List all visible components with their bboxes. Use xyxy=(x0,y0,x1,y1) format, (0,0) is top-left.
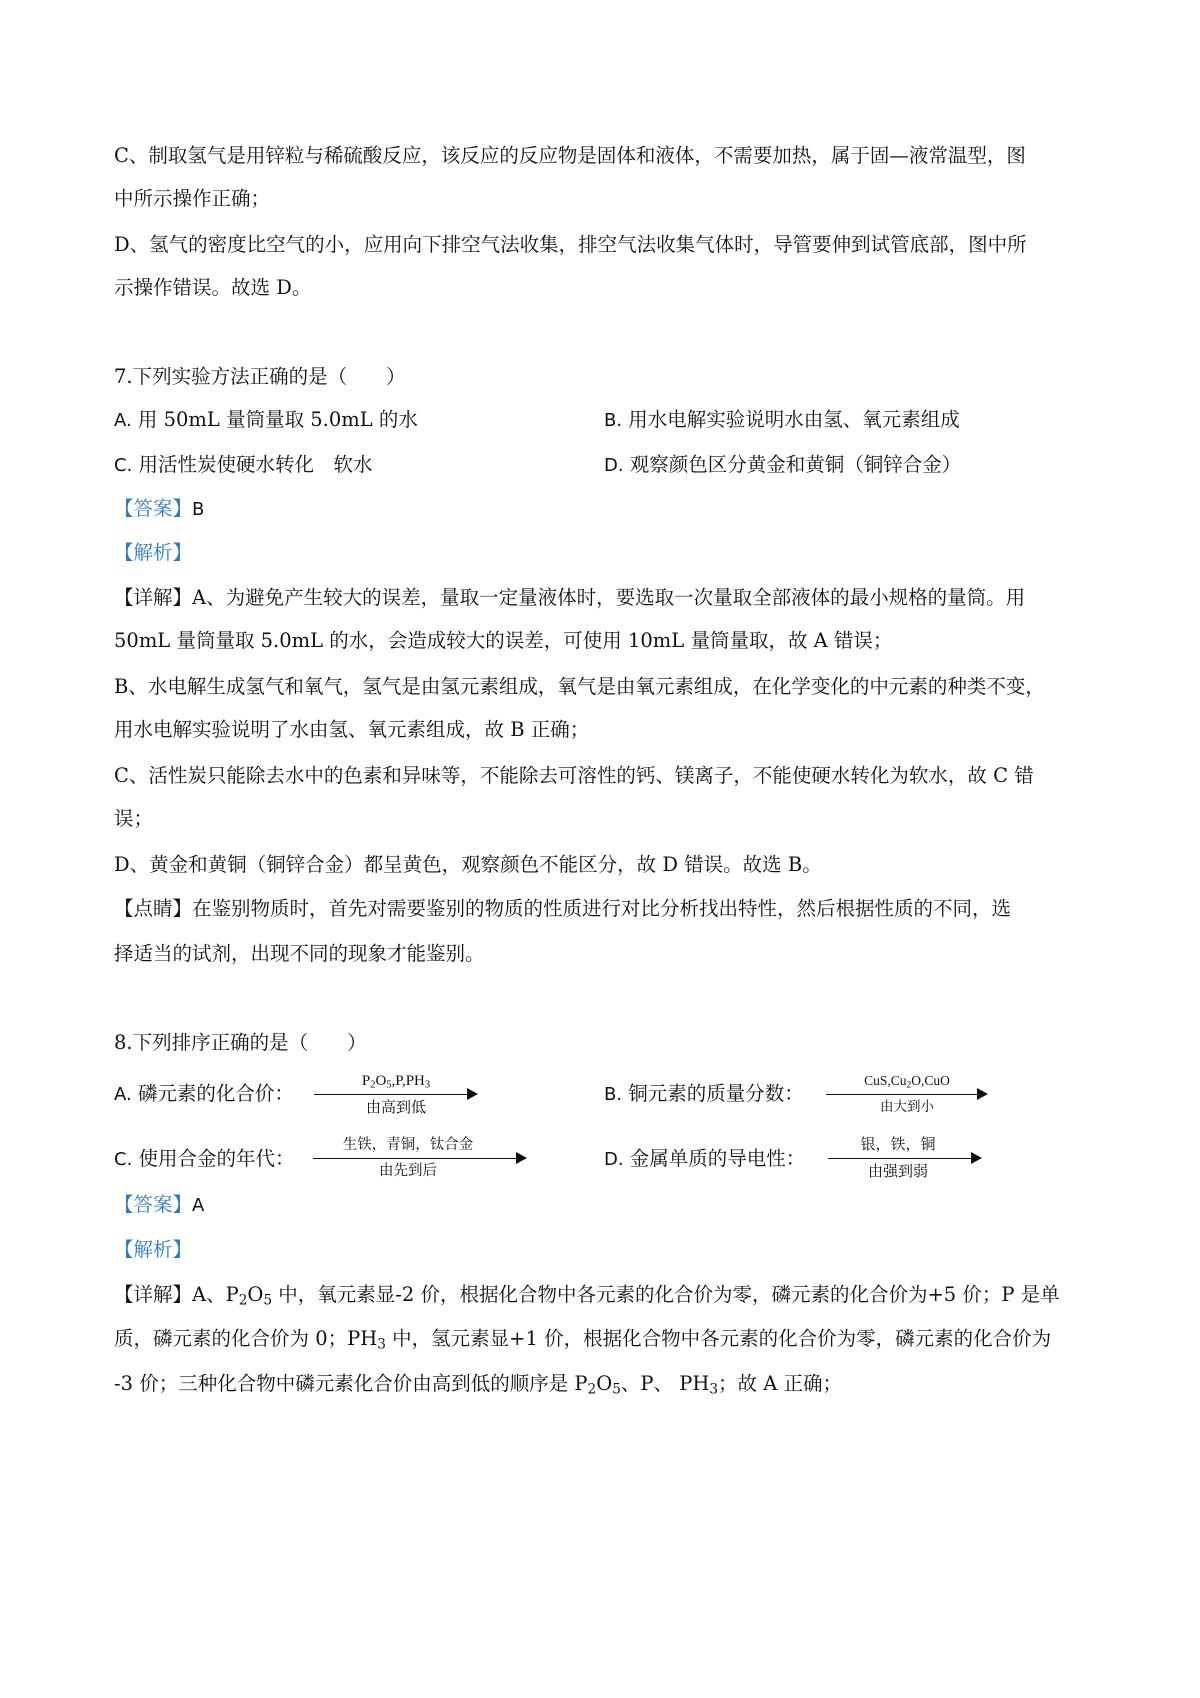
q7-detail-line4: 用水电解实验说明了水由氢、氧元素组成，故 B 正确； xyxy=(114,718,590,741)
q7-option-a-letter: A. xyxy=(114,410,132,431)
q8-option-a-text: 磷元素的化合价： xyxy=(137,1082,294,1105)
q8-option-b-text: 铜元素的质量分数： xyxy=(628,1082,804,1105)
q8-option-a-arrow-bottom: 由高到低 xyxy=(365,1098,426,1116)
q7-option-c xyxy=(114,450,373,481)
q8-option-d-text: 金属单质的导电性： xyxy=(629,1147,806,1170)
q8-option-b-letter: B. xyxy=(604,1084,623,1105)
q7-detail-line7: D、黄金和黄铜（铜锌合金）都呈黄色，观察颜色不能区分，故 D 错误。故选 B。 xyxy=(114,853,822,876)
q7-option-b-letter: B. xyxy=(604,410,623,431)
q8-option-c-arrow xyxy=(313,1136,527,1188)
q7-option-c-text: 用活性炭使硬水转化 软水 xyxy=(138,453,373,476)
q8-answer-value: A xyxy=(192,1195,205,1216)
q8-analysis-tag: 【解析】 xyxy=(114,1238,193,1261)
q8-option-c-letter: C. xyxy=(114,1149,133,1170)
q8-option-a-arrow-top: $P_2O_5,P,PH_3$ xyxy=(361,1073,431,1091)
arrow-shaft xyxy=(313,1158,519,1159)
q8-option-a-arrow xyxy=(314,1072,478,1124)
q7-answer-tag: 【答案】 xyxy=(114,497,193,520)
q7-option-d xyxy=(604,450,961,481)
q8-option-c-arrow-bottom: 由先到后 xyxy=(379,1163,437,1179)
q8-stem: 8.下列排序正确的是（ ） xyxy=(114,1031,367,1054)
q8-option-a-letter: A. xyxy=(114,1084,132,1105)
q7-detail-line6: 误； xyxy=(114,807,154,830)
q7-stem: 7.下列实验方法正确的是（ ） xyxy=(114,365,406,388)
q7-point-line2: 择适当的试剂，出现不同的现象才能鉴别。 xyxy=(114,942,485,965)
q8-answer-tag: 【答案】 xyxy=(114,1193,193,1216)
q7-option-d-letter: D. xyxy=(604,455,624,476)
prev-analysis-c-line2: 中所示操作正确； xyxy=(114,187,271,210)
q7-option-b xyxy=(604,405,960,436)
q8-option-b-arrow-bottom: 由大到小 xyxy=(880,1099,934,1115)
arrow-shaft xyxy=(314,1094,470,1095)
q8-option-b xyxy=(604,1079,804,1110)
q7-option-b-text: 用水电解实验说明水由氢、氧元素组成 xyxy=(628,408,960,431)
q7-detail-line2: 50mL 量筒量取 5.0mL 的水，会造成较大的误差，可使用 10mL 量筒量取，故 A 错误； xyxy=(114,629,893,652)
q8-option-d-arrow-bottom: 由强到弱 xyxy=(867,1162,928,1180)
q7-option-c-letter: C. xyxy=(114,455,133,476)
q8-option-b-arrow-top: $CuS,Cu_2O,CuO$ xyxy=(864,1073,950,1091)
q7-detail-line5: C、活性炭只能除去水中的色素和异味等，不能除去可溶性的钙、镁离子，不能使硬水转化为软水，故 C 错 xyxy=(114,764,1034,787)
q8-option-d-letter: D. xyxy=(604,1149,624,1170)
arrow-shaft xyxy=(826,1094,980,1095)
q8-option-c-arrow-top: 生铁，青铜，钛合金 xyxy=(342,1137,474,1153)
q7-point-line1: 【点睛】在鉴别物质时，首先对需要鉴别的物质的性质进行对比分析找出特性，然后根据性质的不同，选 xyxy=(114,897,1012,920)
q8-option-d-arrow xyxy=(828,1136,982,1188)
q8-detail-line1: 【详解】A、$P_2O_5$ 中，氧元素显-2 价，根据化合物中各元素的化合价为零，磷元素的化合价为+5 价；P 是单 xyxy=(114,1283,1060,1309)
q7-option-a xyxy=(114,405,418,436)
q8-option-c xyxy=(114,1144,295,1175)
q8-option-a xyxy=(114,1079,294,1110)
q7-answer-value: B xyxy=(192,499,205,520)
prev-analysis-d-line1: D、氢气的密度比空气的小，应用向下排空气法收集，排空气法收集气体时，导管要伸到试管底部，图中所 xyxy=(114,233,1027,256)
q8-option-b-arrow xyxy=(826,1072,988,1124)
prev-analysis-c-line1: C、制取氢气是用锌粒与稀硫酸反应，该反应的反应物是固体和液体，不需要加热，属于固—液常温型，图 xyxy=(114,144,1026,167)
q8-option-d xyxy=(604,1144,805,1175)
arrow-head-icon xyxy=(971,1152,982,1164)
prev-analysis-d-line2: 示操作错误。故选 D。 xyxy=(114,276,312,299)
q8-detail-line3: -3 价；三种化合物中磷元素化合价由高到低的顺序是 $P_2O_5$、P、 $PH_3$；故 A 正确； xyxy=(114,1372,843,1398)
q8-detail-line2: 质，磷元素的化合价为 0；$PH_3$ 中，氢元素显+1 价，根据化合物中各元素的化合价为零，磷元素的化合价为 xyxy=(114,1327,1052,1353)
arrow-shaft xyxy=(828,1158,974,1159)
q8-option-c-text: 使用合金的年代： xyxy=(138,1147,295,1170)
q7-detail-line1: 【详解】A、为避免产生较大的误差，量取一定量液体时，要选取一次量取全部液体的最小规格的量筒。用 xyxy=(114,586,1026,609)
q7-option-d-text: 观察颜色区分黄金和黄铜（铜锌合金） xyxy=(629,453,962,476)
q8-option-d-arrow-top: 银，铁，铜 xyxy=(860,1137,936,1153)
q8-answer xyxy=(114,1190,204,1221)
q7-option-a-text: 用 50mL 量筒量取 5.0mL 的水 xyxy=(137,408,418,431)
q7-detail-line3: B、水电解生成氢气和氧气，氢气是由氢元素组成，氧气是由氧元素组成，在化学变化的中元素的种类不变， xyxy=(114,675,1045,698)
q7-answer xyxy=(114,494,204,525)
arrow-head-icon xyxy=(516,1152,527,1164)
q7-analysis-tag: 【解析】 xyxy=(114,541,193,564)
